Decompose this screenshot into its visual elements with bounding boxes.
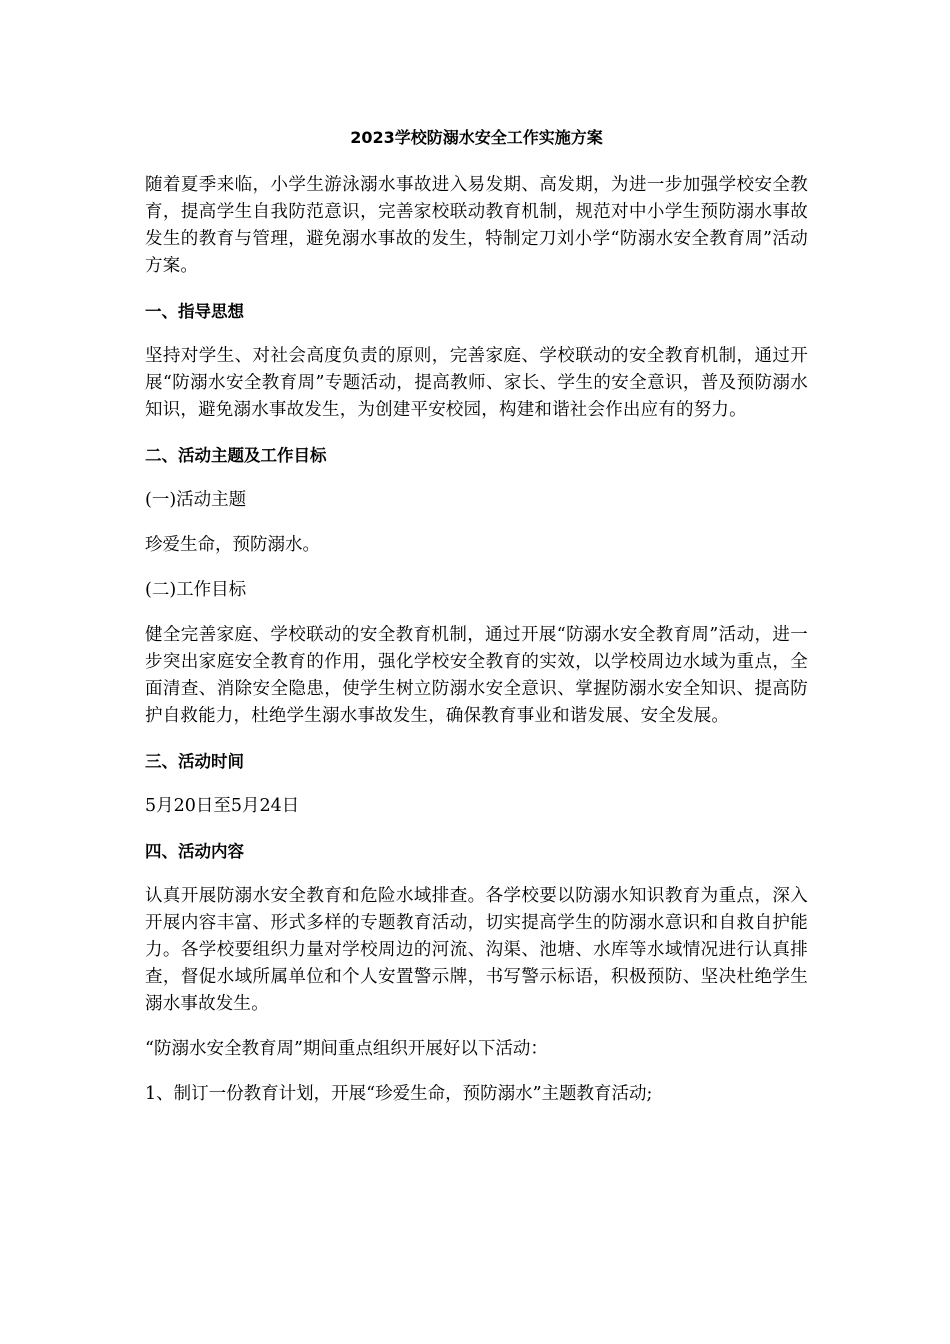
- guiding-thought-paragraph: 坚持对学生、对社会高度负责的原则，完善家庭、学校联动的安全教育机制，通过开展“防溺水安全教育周”专题活动，提高教师、家长、学生的安全意识，普及预防溺水知识，避免溺水事故发生，为创建平安校园，构建和谐社会作出应有的努力。: [145, 346, 808, 420]
- content-paragraph: 认真开展防溺水安全教育和危险水域排查。各学校要以防溺水知识教育为重点，深入开展内容丰富、形式多样的专题教育活动，切实提高学生的防溺水意识和自救自护能力。各学校要组织力量对学校周边的河流、沟渠、池塘、水库等水域情况进行认真排查，督促水域所属单位和个人安置警示牌，书写警示标语，积极预防、坚决杜绝学生溺水事故发生。: [145, 886, 808, 1014]
- section-heading-time: 三、活动时间: [145, 752, 244, 771]
- week-intro-text: “防溺水安全教育周”期间重点组织开展好以下活动：: [145, 1039, 548, 1059]
- section-heading-content: 四、活动内容: [145, 842, 244, 861]
- activity-time-text: 5月20日至5月24日: [145, 796, 300, 816]
- theme-text: 珍爱生命，预防溺水。: [145, 535, 320, 555]
- list-item: 1、制订一份教育计划，开展“珍爱生命，预防溺水”主题教育活动;: [145, 1084, 653, 1104]
- subheading-theme: (一)活动主题: [145, 490, 247, 510]
- section-heading-guiding-thought: 一、指导思想: [145, 302, 244, 321]
- section-heading-theme-goals: 二、活动主题及工作目标: [145, 446, 327, 465]
- goals-paragraph: 健全完善家庭、学校联动的安全教育机制，通过开展“防溺水安全教育周”活动，进一步突出家庭安全教育的作用，强化学校安全教育的实效，以学校周边水域为重点，全面清查、消除安全隐患，使学生树立防溺水安全意识、掌握防溺水安全知识、提高防护自救能力，杜绝学生溺水事故发生，确保教育事业和谐发展、安全发展。: [145, 625, 808, 726]
- document-title: 2023学校防溺水安全工作实施方案: [350, 128, 603, 147]
- subheading-goals: (二)工作目标: [145, 580, 247, 600]
- intro-paragraph: 随着夏季来临，小学生游泳溺水事故进入易发期、高发期，为进一步加强学校安全教育，提高学生自我防范意识，完善家校联动教育机制，规范对中小学生预防溺水事故发生的教育与管理，避免溺水事故的发生，特制定刀刘小学“防溺水安全教育周”活动方案。: [145, 175, 808, 276]
